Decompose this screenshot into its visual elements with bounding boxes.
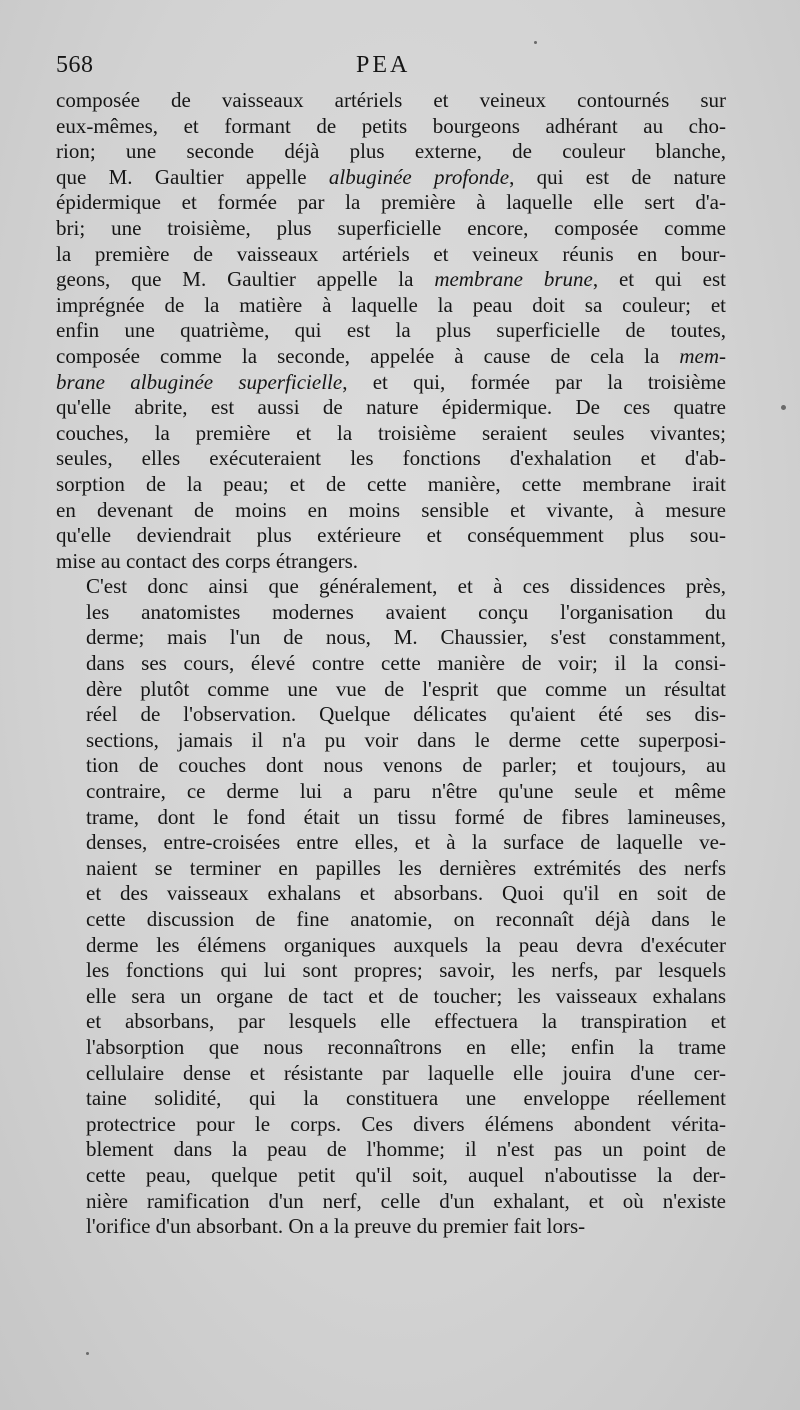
body-text: [56, 88, 726, 1240]
text-line: taine solidité, qui la constituera une enveloppe réellement: [86, 1086, 726, 1111]
text-line: enfin une quatrième, qui est la plus superficielle de toutes,: [56, 318, 726, 343]
text-line: la première de vaisseaux artériels et veineux réunis en bour-: [56, 241, 726, 266]
text-line: dère plutôt comme une vue de l'esprit que comme un résultat: [86, 676, 726, 701]
text-line: réel de l'observation. Quelque délicates qu'aient été ses dis-: [86, 702, 726, 727]
text-line: elle sera un organe de tact et de toucher; les vaisseaux exhalans: [86, 983, 726, 1008]
text-line: nière ramification d'un nerf, celle d'un exhalant, et où n'existe: [86, 1188, 726, 1213]
text-line: sorption de la peau; et de cette manière, cette membrane irait: [56, 471, 726, 496]
text-line: C'est donc ainsi que généralement, et à ces dissidences près,: [86, 574, 726, 599]
text-line: et absorbans, par lesquels elle effectuera la transpiration et: [86, 1009, 726, 1034]
paper-speck: [86, 1352, 89, 1355]
text-line: cellulaire dense et résistante par laquelle elle jouira d'une cer-: [86, 1060, 726, 1085]
paper-speck: [781, 405, 786, 410]
text-line: geons, que M. Gaultier appelle la membrane brune, et qui est: [56, 267, 727, 292]
text-line: brane albuginée superficielle, et qui, formée par la troisième: [56, 369, 726, 394]
text-line: blement dans la peau de l'homme; il n'est pas un point de: [86, 1137, 726, 1162]
page-number: 568: [56, 52, 94, 78]
text-line: mise au contact des corps étrangers.: [56, 548, 359, 573]
text-line: eux-mêmes, et formant de petits bourgeons adhérant au cho-: [56, 113, 726, 138]
text-line: dans ses cours, élevé contre cette manière de voir; il la consi-: [86, 651, 726, 676]
text-line: naient se terminer en papilles les dernières extrémités des nerfs: [86, 855, 726, 880]
text-line: que M. Gaultier appelle albuginée profonde, qui est de nature: [56, 164, 727, 189]
text-line: épidermique et formée par la première à laquelle elle sert d'a-: [56, 190, 726, 215]
text-line: denses, entre-croisées entre elles, et à la surface de laquelle ve-: [86, 830, 726, 855]
text-line: rion; une seconde déjà plus externe, de couleur blanche,: [56, 139, 726, 164]
text-line: seules, elles exécuteraient les fonctions d'exhalation et d'ab-: [56, 446, 726, 471]
text-line: qu'elle abrite, est aussi de nature épidermique. De ces quatre: [56, 395, 726, 420]
page-header: [56, 52, 726, 86]
text-line: cette discussion de fine anatomie, on reconnaît déjà dans le: [86, 907, 726, 931]
text-line: contraire, ce derme lui a paru n'être qu'une seule et même: [86, 779, 726, 804]
text-line: les fonctions qui lui sont propres; savoir, les nerfs, par lesquels: [86, 958, 726, 983]
text-line: protectrice pour le corps. Ces divers élémens abondent vérita-: [86, 1111, 726, 1136]
text-line: l'orifice d'un absorbant. On a la preuve du premier fait lors-: [86, 1214, 586, 1239]
text-line: composée comme la seconde, appelée à cause de cela la mem-: [56, 343, 726, 368]
text-line: l'absorption que nous reconnaîtrons en elle; enfin la trame: [86, 1034, 726, 1059]
text-line: imprégnée de la matière à laquelle la peau doit sa couleur; et: [56, 292, 726, 317]
paper-speck: [534, 41, 537, 44]
text-line: qu'elle deviendrait plus extérieure et conséquemment plus sou-: [56, 523, 726, 548]
text-line: composée de vaisseaux artériels et veineux contournés sur: [56, 88, 726, 112]
text-line: derme; mais l'un de nous, M. Chaussier, s'est constamment,: [86, 625, 726, 650]
text-line: et des vaisseaux exhalans et absorbans. Quoi qu'il en soit de: [86, 881, 726, 906]
text-line: en devenant de moins en moins sensible et vivante, à mesure: [56, 497, 726, 522]
text-line: cette peau, quelque petit qu'il soit, auquel n'aboutisse la der-: [86, 1162, 726, 1187]
running-head: PEA: [356, 52, 411, 78]
paragraph-2: [56, 574, 726, 1239]
text-line: les anatomistes modernes avaient conçu l'organisation du: [86, 599, 726, 624]
text-line: derme les élémens organiques auxquels la peau devra d'exécuter: [86, 932, 726, 957]
text-line: sections, jamais il n'a pu voir dans le derme cette superposi-: [86, 727, 726, 752]
text-line: bri; une troisième, plus superficielle encore, composée comme: [56, 215, 726, 240]
text-line: tion de couches dont nous venons de parler; et toujours, au: [86, 753, 726, 778]
paragraph-1: [56, 88, 726, 574]
text-line: couches, la première et la troisième seraient seules vivantes;: [56, 420, 726, 445]
text-line: trame, dont le fond était un tissu formé de fibres lamineuses,: [86, 804, 726, 829]
